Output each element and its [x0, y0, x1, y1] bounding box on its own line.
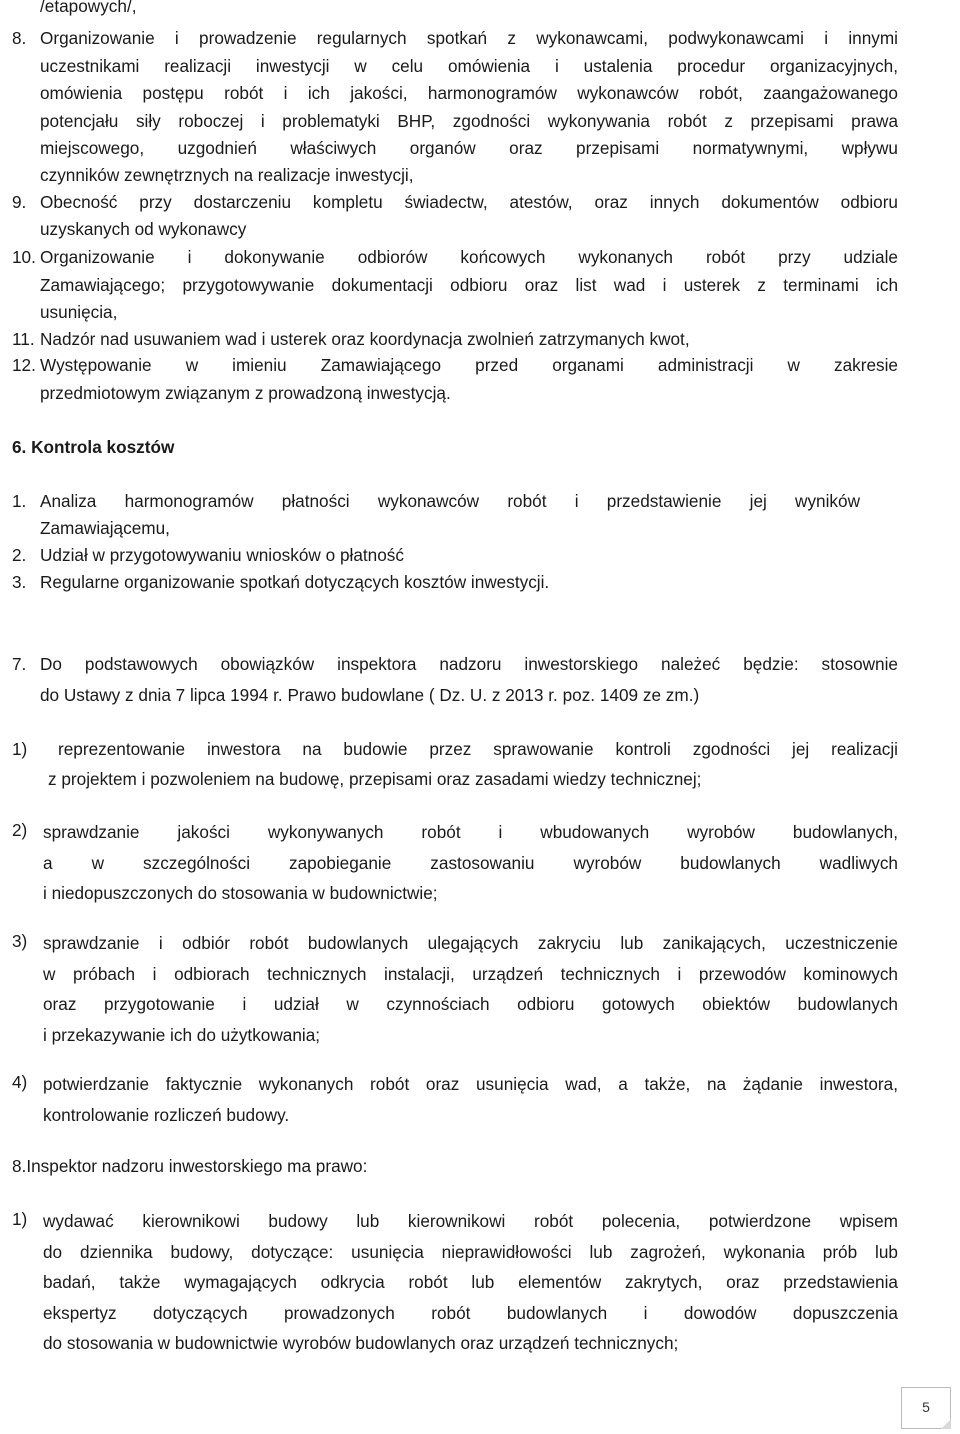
list-item [40, 244, 898, 299]
item-number: 8. [12, 28, 27, 48]
text-line: przedmiotowym związanym z prowadzoną inwestycją. [40, 383, 451, 403]
section-heading: 6. Kontrola kosztów [12, 437, 175, 457]
section-intro [40, 651, 898, 679]
top-fragment: /etapowych/, [40, 0, 137, 16]
text-line: Udział w przygotowywaniu wniosków o płatność [40, 545, 404, 565]
item-number: 4) [12, 1072, 28, 1092]
text-line: kontrolowanie rozliczeń budowy. [43, 1105, 290, 1125]
text-line: w próbach i odbiorach technicznych instalacji, urządzeń technicznych i przewodów kominowych [43, 963, 898, 984]
text-line: potencjału siły roboczej i problematyki BHP, zgodności wykonywania robót z przepisami prawa [40, 110, 898, 131]
list-item [58, 736, 898, 764]
text-line: uczestnikami realizacji inwestycji w celu omówienia i ustalenia procedur organizacyjnych, [40, 55, 898, 76]
text-line: do dziennika budowy, dotyczące: usunięcia nieprawidłowości lub zagrożeń, wykonania prób lub [43, 1241, 898, 1262]
text-line: wydawać kierownikowi budowy lub kierownikowi robót polecenia, potwierdzone wpisem [43, 1211, 898, 1231]
item-number: 1) [12, 739, 28, 759]
item-number: 1) [12, 1209, 28, 1229]
text-line: Organizowanie i prowadzenie regularnych spotkań z wykonawcami, podwykonawcami i innymi [40, 28, 898, 48]
text-line: oraz przygotowanie i udział w czynnościach odbioru gotowych obiektów budowlanych [43, 994, 898, 1014]
section-heading: 8.Inspektor nadzoru inwestorskiego ma prawo: [12, 1156, 368, 1176]
page-number: 5 [922, 1399, 930, 1415]
text-line: i niedopuszczonych do stosowania w budownictwie; [43, 883, 438, 903]
list-item [43, 1206, 898, 1328]
text-line: Analiza harmonogramów płatności wykonawców robót i przedstawienie jej wyników [40, 491, 860, 511]
text-line: sprawdzanie jakości wykonywanych robót i wbudowanych wyrobów budowlanych, [43, 822, 898, 842]
text-line: Regularne organizowanie spotkań dotyczących kosztów inwestycji. [40, 572, 550, 592]
text-line: uzyskanych od wykonawcy [40, 219, 247, 239]
item-number: 2. [12, 545, 27, 565]
text-line: Zamawiającego; przygotowywanie dokumentacji odbioru oraz list wad i usterek z terminami ich [40, 274, 898, 295]
text-line: czynników zewnętrznych na realizacje inwestycji, [40, 165, 414, 185]
text-line: omówienia postępu robót i ich jakości, harmonogramów wykonawców robót, zaangażowanego [40, 83, 898, 103]
item-number: 9. [12, 192, 27, 212]
text-line: do stosowania w budownictwie wyrobów budowlanych oraz urządzeń technicznych; [43, 1333, 679, 1353]
text-line: Zamawiającemu, [40, 518, 170, 538]
text-line: i przekazywanie ich do użytkowania; [43, 1025, 321, 1045]
list-item [43, 928, 898, 1020]
list-item [40, 189, 898, 217]
list-item [40, 352, 898, 380]
item-number: 1. [12, 491, 27, 511]
text-line: potwierdzanie faktycznie wykonanych robót oraz usunięcia wad, a także, na żądanie inwestora, [43, 1074, 898, 1094]
list-item [40, 488, 860, 516]
text-line: do Ustawy z dnia 7 lipca 1994 r. Prawo budowlane ( Dz. U. z 2013 r. poz. 1409 ze zm.) [40, 685, 700, 705]
text-line: Występowanie w imieniu Zamawiającego przed organami administracji w zakresie [40, 355, 898, 375]
text-line: z projektem i pozwoleniem na budowę, przepisami oraz zasadami wiedzy technicznej; [48, 769, 702, 789]
item-number: 3. [12, 572, 27, 592]
list-item [43, 817, 898, 878]
text-line: usunięcia, [40, 302, 118, 322]
text-line: Do podstawowych obowiązków inspektora nadzoru inwestorskiego należeć będzie: stosownie [40, 654, 898, 674]
text-line: ekspertyz dotyczących prowadzonych robót budowlanych i dowodów dopuszczenia [43, 1302, 898, 1323]
text-line: Organizowanie i dokonywanie odbiorów końcowych wykonanych robót przy udziale [40, 247, 898, 267]
list-item [43, 1069, 898, 1100]
text-line: reprezentowanie inwestora na budowie przez sprawowanie kontroli zgodności jej realizacji [58, 739, 898, 759]
item-number: 3) [12, 931, 28, 951]
page-number-box [901, 1387, 951, 1429]
item-number: 2) [12, 820, 28, 840]
text-line: miejscowego, uzgodnień właściwych organów oraz przepisami normatywnymi, wpływu [40, 138, 898, 158]
item-number: 11. [12, 329, 35, 349]
text-line: Obecność przy dostarczeniu kompletu świadectw, atestów, oraz innych dokumentów odbioru [40, 192, 898, 212]
text-line: Nadzór nad usuwaniem wad i usterek oraz koordynacja zwolnień zatrzymanych kwot, [40, 329, 690, 349]
list-item [40, 25, 898, 163]
text-line: a w szczególności zapobieganie zastosowaniu wyrobów budowlanych wadliwych [43, 852, 898, 873]
text-line: badań, także wymagających odkrycia robót lub elementów zakrytych, oraz przedstawienia [43, 1272, 898, 1292]
section-number: 7. [12, 654, 27, 674]
text-line: sprawdzanie i odbiór robót budowlanych ulegających zakryciu lub zanikających, uczestniczenie [43, 933, 898, 953]
item-number: 10. [12, 247, 36, 267]
item-number: 12. [12, 355, 36, 375]
